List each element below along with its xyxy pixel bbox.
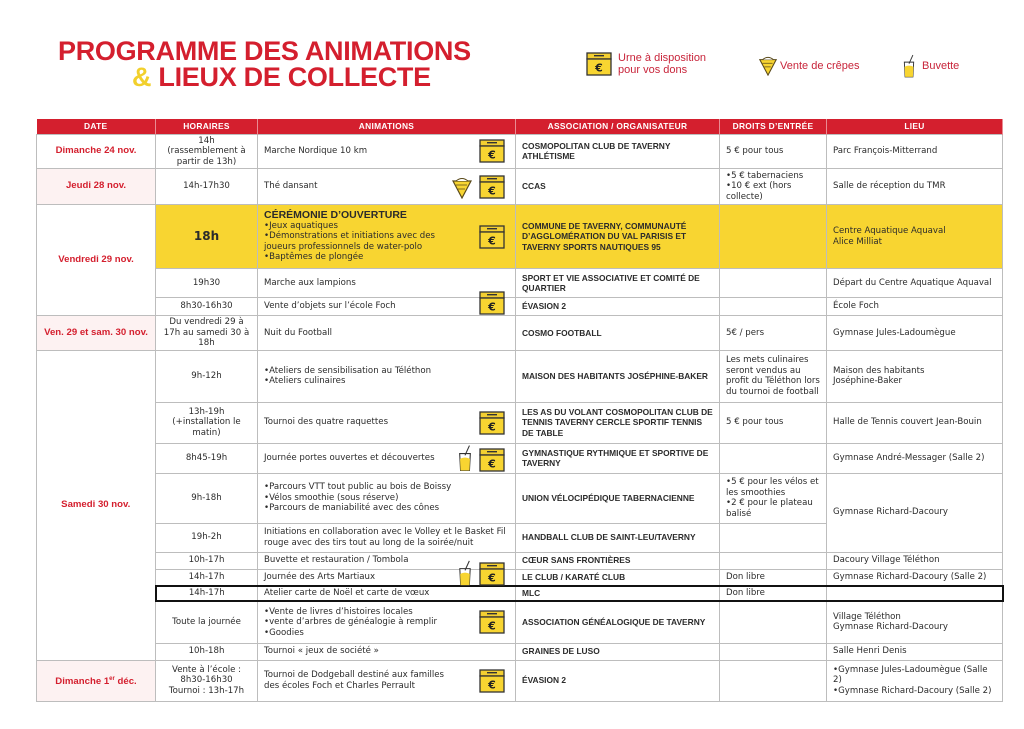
- table-row: [37, 643, 1003, 660]
- fee-cell: [720, 443, 827, 473]
- table-row: [37, 569, 1003, 586]
- urne-icon: [479, 225, 505, 249]
- time-cell: 19h30: [156, 269, 258, 298]
- animation-cell: • Parcours VTT tout public au bois de Boissy • Vélos smoothie (sous réserve) • Parcours de maniabilité avec des cônes: [258, 473, 516, 523]
- fee-cell: 5€ / pers: [720, 316, 827, 351]
- lieu-cell: Départ du Centre Aquatique Aquaval: [827, 269, 1003, 298]
- date-cell: Samedi 30 nov.: [37, 350, 156, 660]
- legend-buvette-label: Buvette: [922, 60, 960, 72]
- org-cell: COSMO FOOTBALL: [516, 316, 720, 351]
- org-cell: ÉVASION 2: [516, 660, 720, 701]
- urne-icon: [479, 562, 505, 586]
- title-ampersand: &: [132, 62, 152, 92]
- org-cell: ASSOCIATION GÉNÉALOGIQUE DE TAVERNY: [516, 601, 720, 643]
- legend-crepes: [758, 56, 860, 76]
- org-cell: HANDBALL CLUB DE SAINT-LEU/TAVERNY: [516, 523, 720, 552]
- header-association: ASSOCIATION / ORGANISATEUR: [516, 119, 720, 134]
- fee-cell: 5 € pour tous: [720, 402, 827, 443]
- time-cell: Vente à l’école : 8h30-16h30 Tournoi : 13h-17h: [156, 660, 258, 701]
- time-cell: 14h (rassemblement à partir de 13h): [156, 134, 258, 169]
- urne-icon: [479, 411, 505, 435]
- fee-cell: • 5 € tabernaciens • 10 € ext (hors collecte): [720, 169, 827, 205]
- animation-cell: Tournoi des quatre raquettes: [258, 402, 516, 443]
- time-cell: 8h45-19h: [156, 443, 258, 473]
- time-cell: 18h: [156, 205, 258, 269]
- table-row: [37, 402, 1003, 443]
- lieu-cell: Centre Aquatique Aquaval Alice Milliat: [827, 205, 1003, 269]
- org-cell: GYMNASTIQUE RYTHMIQUE ET SPORTIVE DE TAVERNY: [516, 443, 720, 473]
- org-cell: COMMUNE DE TAVERNY, COMMUNAUTÉ D’AGGLOMÉRATION DU VAL PARISIS ET TAVERNY SPORTS NAUTIQUES 95: [516, 205, 720, 269]
- buvette-icon: [457, 560, 473, 586]
- header-droits: DROITS D’ENTRÉE: [720, 119, 827, 134]
- org-cell: MAISON DES HABITANTS JOSÉPHINE-BAKER: [516, 350, 720, 402]
- time-cell: Toute la journée: [156, 601, 258, 643]
- time-cell: 14h-17h: [156, 586, 258, 601]
- fee-cell: Don libre: [720, 569, 827, 586]
- legend-urne: [586, 52, 706, 76]
- legend-urne-line2: pour vos dons: [618, 64, 688, 76]
- lieu-cell: Gymnase André-Messager (Salle 2): [827, 443, 1003, 473]
- page-title: [58, 38, 471, 90]
- org-cell: COSMOPOLITAN CLUB DE TAVERNY ATHLÉTISME: [516, 134, 720, 169]
- table-row: [37, 443, 1003, 473]
- fee-cell: [720, 298, 827, 316]
- lieu-cell: Dacoury Village Téléthon: [827, 552, 1003, 569]
- buvette-icon: [457, 444, 473, 472]
- fee-cell: Don libre: [720, 586, 827, 601]
- animation-cell: Nuit du Football: [258, 316, 516, 351]
- legend-crepes-label: Vente de crêpes: [780, 60, 860, 72]
- table-header: [37, 119, 1003, 134]
- org-cell: CCAS: [516, 169, 720, 205]
- fee-cell: [720, 660, 827, 701]
- fee-cell: [720, 552, 827, 569]
- org-cell: GRAINES DE LUSO: [516, 643, 720, 660]
- animation-cell: Tournoi de Dodgeball destiné aux familles des écoles Foch et Charles Perrault: [258, 660, 516, 701]
- lieu-cell: [827, 586, 1003, 601]
- time-cell: 8h30-16h30: [156, 298, 258, 316]
- org-cell: LES AS DU VOLANT COSMOPOLITAN CLUB DE TENNIS TAVERNY CERCLE SPORTIF TENNIS DE TABLE: [516, 402, 720, 443]
- fee-cell: 5 € pour tous: [720, 134, 827, 169]
- animation-cell: Marche Nordique 10 km: [258, 134, 516, 169]
- time-cell: 10h-17h: [156, 552, 258, 569]
- org-cell: LE CLUB / KARATÉ CLUB: [516, 569, 720, 586]
- animation-cell: Buvette et restauration / Tombola: [258, 552, 516, 569]
- lieu-cell: Gymnase Jules-Ladoumègue: [827, 316, 1003, 351]
- lieu-cell: Parc François-Mitterrand: [827, 134, 1003, 169]
- animation-cell: Thé dansant: [258, 169, 516, 205]
- time-cell: 14h-17h30: [156, 169, 258, 205]
- org-cell: ÉVASION 2: [516, 298, 720, 316]
- lieu-cell: Gymnase Richard-Dacoury: [827, 473, 1003, 552]
- time-cell: 9h-18h: [156, 473, 258, 523]
- table-row-highlighted: [37, 586, 1003, 601]
- ceremony-title: CÉRÉMONIE D’OUVERTURE: [264, 209, 407, 222]
- table-row: [37, 552, 1003, 569]
- title-line-1: PROGRAMME DES ANIMATIONS: [58, 36, 471, 66]
- fee-cell: [720, 601, 827, 643]
- title-line-2: LIEUX DE COLLECTE: [158, 62, 431, 92]
- fee-cell: [720, 269, 827, 298]
- animation-cell: Initiations en collaboration avec le Volley et le Basket Fil rouge avec des tirs tout au long de la soirée/nuit: [258, 523, 516, 552]
- crepe-icon: [758, 56, 778, 76]
- lieu-cell: Village Téléthon Gymnase Richard-Dacoury: [827, 601, 1003, 643]
- org-cell: CŒUR SANS FRONTIÈRES: [516, 552, 720, 569]
- urne-icon: [479, 669, 505, 693]
- table-row: [37, 134, 1003, 169]
- table-row: [37, 169, 1003, 205]
- time-cell: 13h-19h (+installation le matin): [156, 402, 258, 443]
- time-cell: 10h-18h: [156, 643, 258, 660]
- table-row: [37, 205, 1003, 269]
- animation-cell: Marche aux lampions: [258, 269, 516, 298]
- time-cell: 19h-2h: [156, 523, 258, 552]
- time-cell: 9h-12h: [156, 350, 258, 402]
- legend-buvette: [902, 54, 959, 78]
- animation-cell: Atelier carte de Noël et carte de vœux: [258, 586, 516, 601]
- org-cell: MLC: [516, 586, 720, 601]
- fee-cell: [720, 643, 827, 660]
- fee-cell: • 5 € pour les vélos et les smoothies • 2 € pour le plateau balisé: [720, 473, 827, 523]
- table-row: [37, 473, 1003, 523]
- header-animations: ANIMATIONS: [258, 119, 516, 134]
- lieu-cell: Salle de réception du TMR: [827, 169, 1003, 205]
- lieu-cell: Halle de Tennis couvert Jean-Bouin: [827, 402, 1003, 443]
- time-cell: 14h-17h: [156, 569, 258, 586]
- table-row: [37, 269, 1003, 298]
- legend-urne-line1: Urne à disposition: [618, 52, 707, 64]
- urne-icon: [479, 175, 505, 199]
- urne-icon: [479, 610, 505, 634]
- fee-cell: Les mets culinaires seront vendus au profit du Téléthon lors du tournoi de football: [720, 350, 827, 402]
- date-cell: Dimanche 24 nov.: [37, 134, 156, 169]
- table-row: [37, 316, 1003, 351]
- date-cell: Dimanche 1er déc.: [37, 660, 156, 701]
- program-table: [36, 119, 1004, 702]
- urne-icon: [479, 139, 505, 163]
- table-row: [37, 298, 1003, 316]
- org-cell: UNION VÉLOCIPÉDIQUE TABERNACIENNE: [516, 473, 720, 523]
- lieu-cell: • Gymnase Jules-Ladoumègue (Salle 2) • Gymnase Richard-Dacoury (Salle 2): [827, 660, 1003, 701]
- animation-cell: Tournoi « jeux de société »: [258, 643, 516, 660]
- urne-icon: [479, 448, 505, 472]
- animation-cell: CÉRÉMONIE D’OUVERTURE • Jeux aquatiques • Démonstrations et initiations avec des joueurs professionnels de water-polo • Baptêmes de plongée: [258, 205, 516, 269]
- lieu-cell: Gymnase Richard-Dacoury (Salle 2): [827, 569, 1003, 586]
- date-cell: Jeudi 28 nov.: [37, 169, 156, 205]
- animation-cell: Vente d’objets sur l’école Foch: [258, 298, 516, 316]
- legend: [586, 52, 986, 82]
- urne-icon: [479, 291, 505, 315]
- lieu-cell: École Foch: [827, 298, 1003, 316]
- animation-cell: • Vente de livres d’histoires locales • vente d’arbres de généalogie à remplir • Goodies: [258, 601, 516, 643]
- header-horaires: HORAIRES: [156, 119, 258, 134]
- urne-icon: [586, 52, 612, 76]
- buvette-icon: [902, 54, 916, 78]
- table-row: [37, 660, 1003, 701]
- date-cell: Ven. 29 et sam. 30 nov.: [37, 316, 156, 351]
- lieu-cell: Maison des habitants Joséphine-Baker: [827, 350, 1003, 402]
- fee-cell: [720, 205, 827, 269]
- org-cell: SPORT ET VIE ASSOCIATIVE ET COMITÉ DE QUARTIER: [516, 269, 720, 298]
- crepe-icon: [451, 177, 473, 199]
- animation-cell: Journée des Arts Martiaux: [258, 569, 516, 586]
- table-row: [37, 350, 1003, 402]
- header-lieu: LIEU: [827, 119, 1003, 134]
- animation-cell: Journée portes ouvertes et découvertes: [258, 443, 516, 473]
- header-date: DATE: [37, 119, 156, 134]
- animation-cell: • Ateliers de sensibilisation au Téléthon • Ateliers culinaires: [258, 350, 516, 402]
- fee-cell: [720, 523, 827, 552]
- time-cell: Du vendredi 29 à 17h au samedi 30 à 18h: [156, 316, 258, 351]
- table-row: [37, 601, 1003, 643]
- date-cell: Vendredi 29 nov.: [37, 205, 156, 316]
- lieu-cell: Salle Henri Denis: [827, 643, 1003, 660]
